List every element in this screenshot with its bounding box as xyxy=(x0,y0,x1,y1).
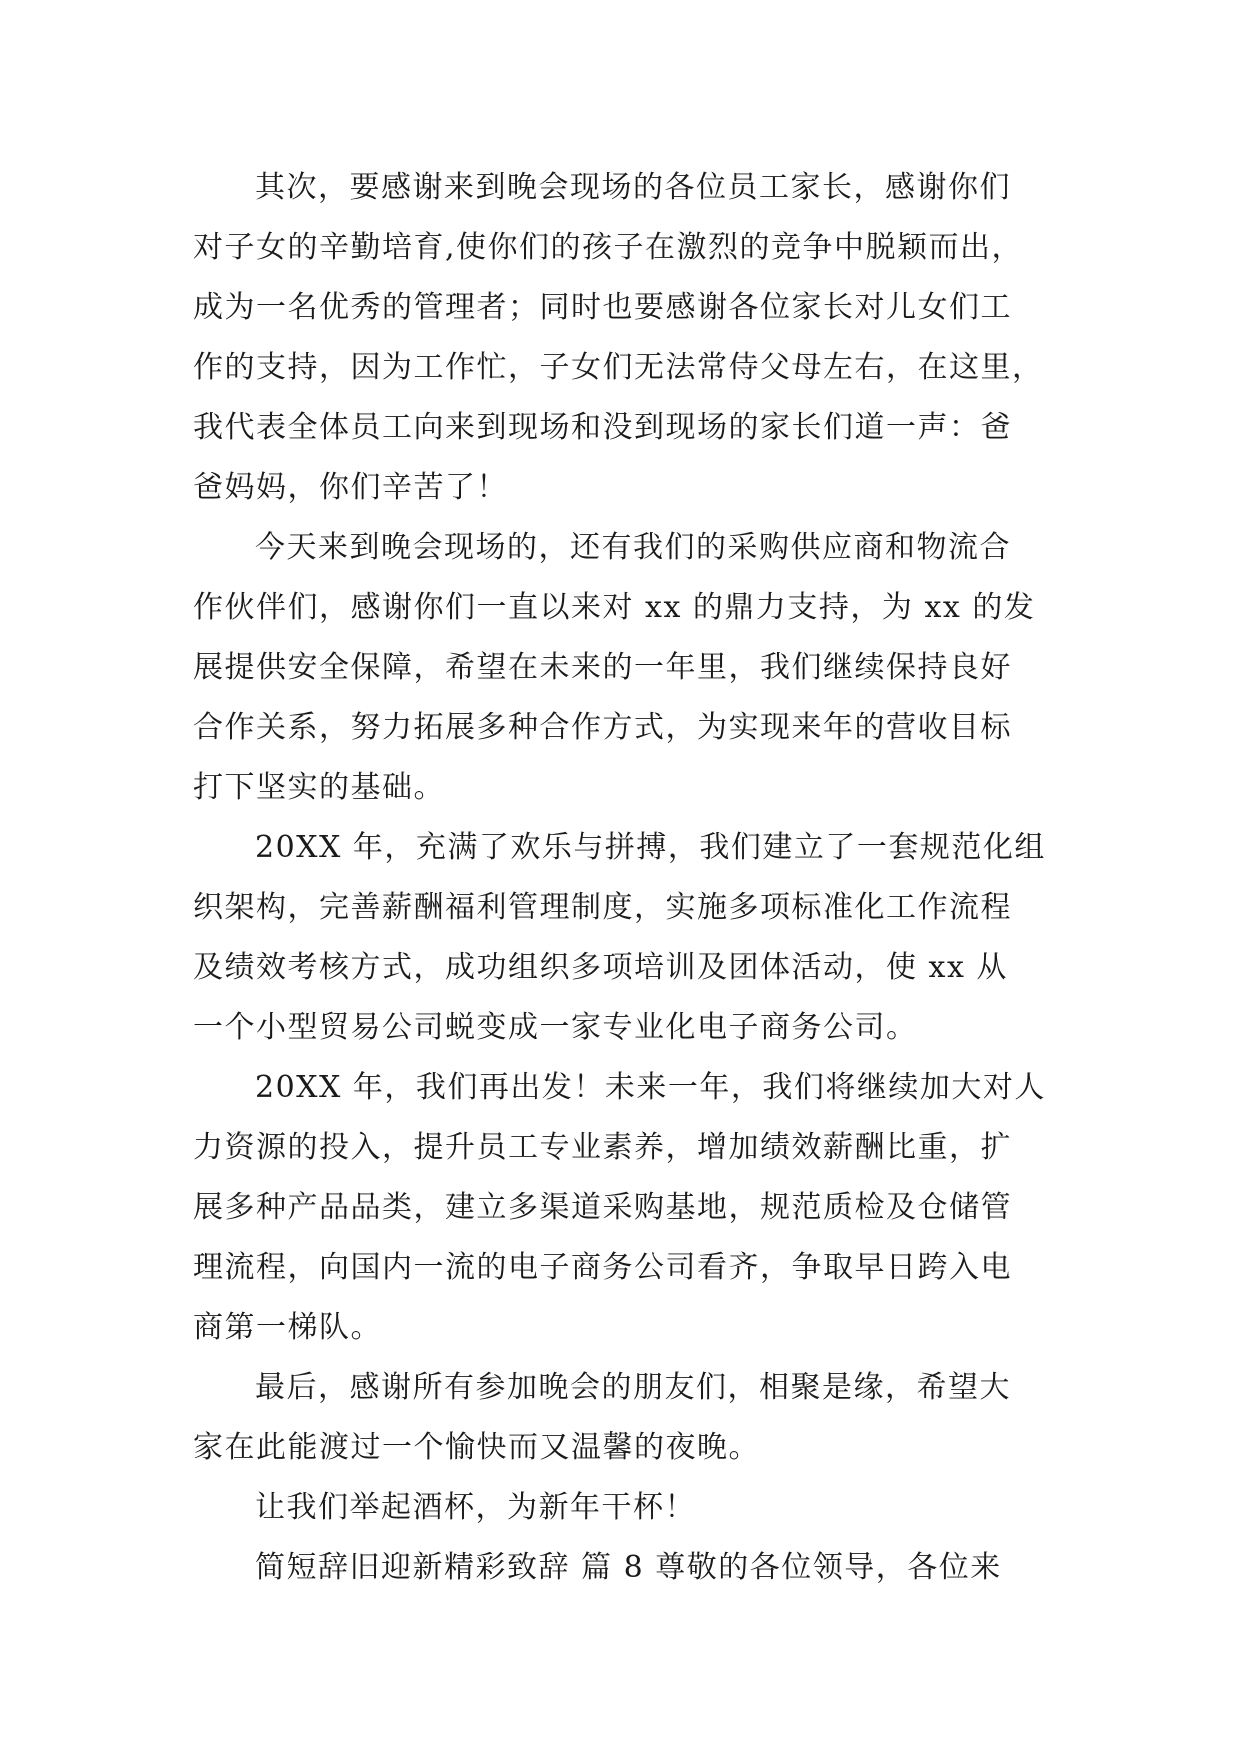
paragraph-year-review xyxy=(193,818,1073,1058)
text-line: 商第一梯队。 xyxy=(193,1310,382,1345)
text-line: 简短辞旧迎新精彩致辞 篇 8 尊敬的各位领导，各位来 xyxy=(255,1550,1002,1585)
paragraph-closing-thanks xyxy=(193,1358,1073,1478)
text-line: 今天来到晚会现场的，还有我们的采购供应商和物流合 xyxy=(255,530,1011,565)
text-line: 对子女的辛勤培育,使你们的孩子在激烈的竞争中脱颖而出， xyxy=(193,230,1024,265)
paragraph-next-section xyxy=(193,1538,1073,1598)
text-line: 及绩效考核方式，成功组织多项培训及团体活动，使 xx 从 xyxy=(193,950,1008,985)
text-line: 力资源的投入，提升员工专业素养，增加绩效薪酬比重，扩 xyxy=(193,1130,1012,1165)
paragraph-thanks-partners xyxy=(193,518,1073,818)
document-body xyxy=(193,158,1073,1598)
text-line: 最后，感谢所有参加晚会的朋友们，相聚是缘，希望大 xyxy=(255,1370,1011,1405)
text-line: 展提供安全保障，希望在未来的一年里，我们继续保持良好 xyxy=(193,650,1012,685)
text-line: 爸妈妈，你们辛苦了！ xyxy=(193,470,508,505)
text-line: 成为一名优秀的管理者；同时也要感谢各位家长对儿女们工 xyxy=(193,290,1012,325)
text-line: 让我们举起酒杯，为新年干杯！ xyxy=(255,1490,696,1525)
paragraph-toast xyxy=(193,1478,1073,1538)
text-line: 20XX 年，我们再出发！未来一年，我们将继续加大对人 xyxy=(255,1070,1046,1105)
paragraph-year-plan xyxy=(193,1058,1073,1358)
text-line: 展多种产品品类，建立多渠道采购基地，规范质检及仓储管 xyxy=(193,1190,1012,1225)
text-line: 其次，要感谢来到晚会现场的各位员工家长，感谢你们 xyxy=(255,170,1011,205)
text-line: 一个小型贸易公司蜕变成一家专业化电子商务公司。 xyxy=(193,1010,918,1045)
text-line: 20XX 年，充满了欢乐与拼搏，我们建立了一套规范化组 xyxy=(255,830,1046,865)
text-line: 合作关系，努力拓展多种合作方式，为实现来年的营收目标 xyxy=(193,710,1012,745)
text-line: 作的支持，因为工作忙，子女们无法常侍父母左右，在这里， xyxy=(193,350,1044,385)
text-line: 我代表全体员工向来到现场和没到现场的家长们道一声：爸 xyxy=(193,410,1012,445)
text-line: 家在此能渡过一个愉快而又温馨的夜晚。 xyxy=(193,1430,760,1465)
text-line: 作伙伴们，感谢你们一直以来对 xx 的鼎力支持，为 xx 的发 xyxy=(193,590,1036,625)
text-line: 理流程，向国内一流的电子商务公司看齐，争取早日跨入电 xyxy=(193,1250,1012,1285)
text-line: 打下坚实的基础。 xyxy=(193,770,445,805)
text-line: 织架构，完善薪酬福利管理制度，实施多项标准化工作流程 xyxy=(193,890,1012,925)
paragraph-thanks-parents xyxy=(193,158,1073,518)
